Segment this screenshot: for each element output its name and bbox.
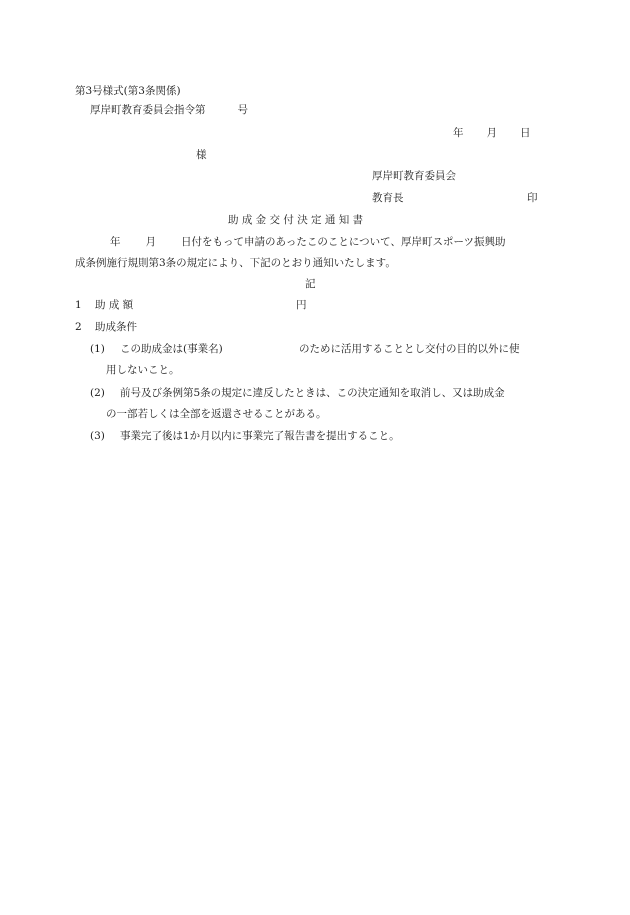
issuer-organization: 厚岸町教育委員会 xyxy=(372,170,456,182)
body-line-1-text: 日付をもって申請のあったこのことについて、厚岸町スポーツ振興助 xyxy=(181,236,506,248)
date-day: 日 xyxy=(520,127,531,139)
condition-2-text-a: 前号及び条例第5条の規定に違反したときは、この決定通知を取消し、又は助成金 xyxy=(120,387,505,399)
condition-1-text-c: 用しないこと。 xyxy=(106,364,180,376)
form-label: 第3号様式(第3条関係) xyxy=(75,85,181,97)
condition-3-text: 事業完了後は1か月以内に事業完了報告書を提出すること。 xyxy=(120,430,400,442)
condition-1-number: (1) xyxy=(90,343,105,355)
ki-heading: 記 xyxy=(305,278,316,290)
body-month: 月 xyxy=(145,236,156,248)
document-number-suffix: 号 xyxy=(237,104,248,116)
condition-2-number: (2) xyxy=(90,387,105,399)
item-2-label: 助成条件 xyxy=(95,321,137,333)
condition-1-text-b: のために活用することとし交付の目的以外に使 xyxy=(299,343,520,355)
document-title: 助 成 金 交 付 決 定 通 知 書 xyxy=(228,214,364,226)
addressee-suffix: 様 xyxy=(196,149,207,161)
seal-mark: 印 xyxy=(527,192,538,204)
item-1-number: 1 xyxy=(75,299,82,311)
body-line-2: 成条例施行規則第3条の規定により、下記のとおり通知いたします。 xyxy=(75,257,396,269)
date-line xyxy=(453,126,531,140)
document-number-prefix: 厚岸町教育委員会指令第 xyxy=(90,104,206,116)
body-year: 年 xyxy=(110,236,121,248)
item-1-unit: 円 xyxy=(296,299,307,311)
issuer-title: 教育長 xyxy=(372,192,404,204)
date-month: 月 xyxy=(486,127,497,139)
item-2-number: 2 xyxy=(75,321,82,333)
item-1-label: 助 成 額 xyxy=(95,299,134,311)
document-number xyxy=(90,103,248,117)
body-line-1 xyxy=(110,235,506,249)
condition-1-text-a: この助成金は(事業名) xyxy=(120,343,223,355)
condition-2-text-b: の一部若しくは全部を返還させることがある。 xyxy=(106,408,327,420)
date-year: 年 xyxy=(453,127,464,139)
condition-3-number: (3) xyxy=(90,430,105,442)
